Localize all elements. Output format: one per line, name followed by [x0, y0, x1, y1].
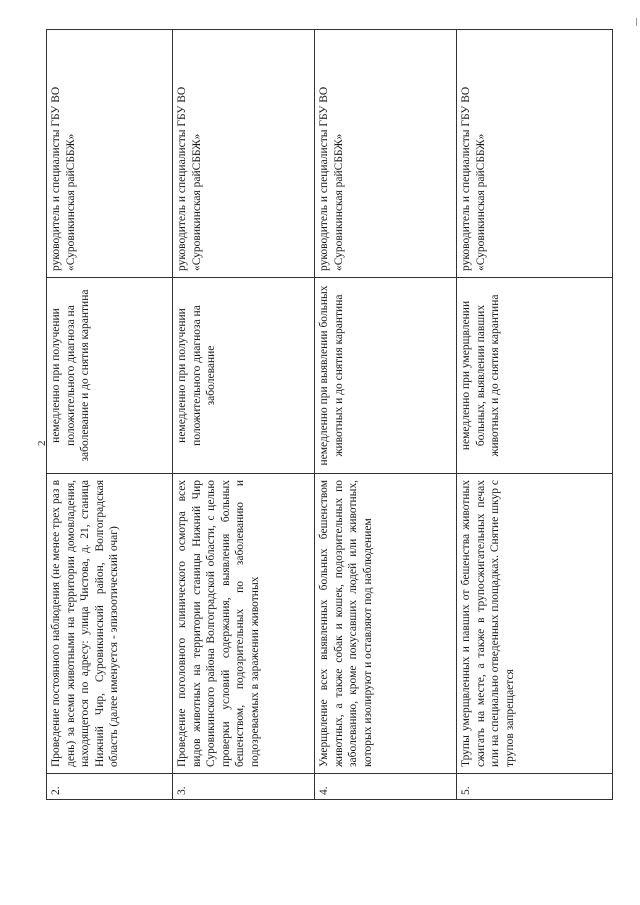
measure-description: Умерщвление всех выявленных больных бешенством животных, а также собак и кошек, подозрительных по заболеванию, кроме покусавших людей или животных, которых изолируют и оставляют под наблюдением	[315, 474, 457, 774]
measure-description: Проведение поголовного клинического осмотра всех видов животных на территории станицы Нижний Чир Суровикинского района Волгоградской области, с целью проверки условий содержания, выявления больных бешенством, подозрительных по заболеванию и подозреваемых в заражении животных	[173, 474, 315, 774]
measure-description: Трупы умерщвленных и павших от бешенства животных сжигать на месте, а также в трупосжигательных печах или на специально отведенных площадках. Снятие шкур с трупов запрещается	[457, 474, 613, 774]
row-number: 5.	[457, 774, 613, 800]
table-row	[173, 30, 315, 800]
measure-responsible: руководитель и специалисты ГБУ ВО «Суровикинская райСББЖ»	[315, 30, 457, 278]
page-number: 2	[36, 440, 48, 446]
scan-edge-mark	[636, 18, 637, 26]
measure-deadline: немедленно при выявлении больных животных и до снятия карантина	[315, 278, 457, 474]
measure-deadline: немедленно при получении положительного диагноза на заболевание и до снятия карантина	[47, 278, 173, 474]
measure-responsible: руководитель и специалисты ГБУ ВО «Суровикинская райСББЖ»	[47, 30, 173, 278]
measure-deadline: немедленно при получении положительного диагноза на заболевание	[173, 278, 315, 474]
measures-table	[46, 29, 613, 800]
row-number: 3.	[173, 774, 315, 800]
row-number: 4.	[315, 774, 457, 800]
measure-responsible: руководитель и специалисты ГБУ ВО «Суровикинская райСББЖ»	[173, 30, 315, 278]
measure-deadline: немедленно при умерщвлении больных, выявлении павших животных и до снятия карантина	[457, 278, 613, 474]
table-row	[457, 30, 613, 800]
measure-responsible: руководитель и специалисты ГБУ ВО «Суровикинская райСББЖ»	[457, 30, 613, 278]
measure-description: Проведение постоянного наблюдения (не менее трех раз в день) за всеми животными на территории домовладения, находящегося по адресу: улица Чистова, д. 21, станица Нижний Чир, Суровикинский район, Волгоградская область (далее именуется - эпизоотический очаг)	[47, 474, 173, 774]
table-row	[47, 30, 173, 800]
row-number: 2.	[47, 774, 173, 800]
table-row	[315, 30, 457, 800]
